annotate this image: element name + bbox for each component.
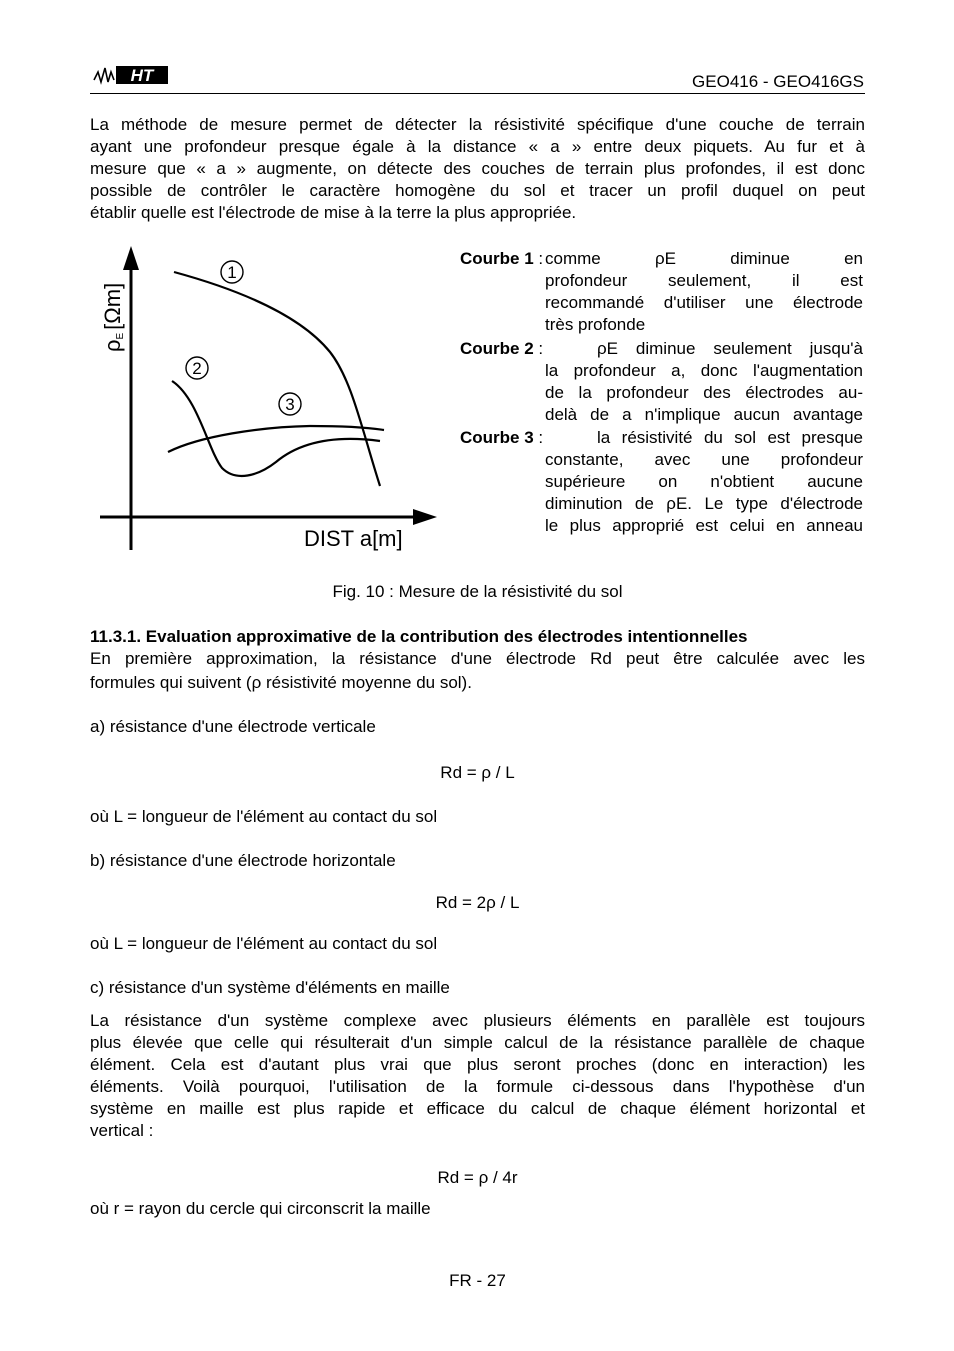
section-intro: En première approximation, la résistance d'une électrode Rd peut être calculée avec les formules qui suivent (ρ résistivité moyenne du sol). (90, 649, 865, 692)
x-axis-arrow (413, 509, 437, 525)
intro-line: établir quelle est l'électrode de mise à la terre la plus appropriée. (90, 203, 577, 222)
intro-paragraph (90, 114, 865, 224)
y-label-rho: ρ (100, 339, 125, 352)
marker-1-label: 1 (227, 263, 237, 282)
curve-1 (174, 272, 380, 486)
model-name: GEO416 - GEO416GS (692, 72, 864, 91)
intro-line: ayant une profondeur presque égale à la distance « a » entre deux piquets. Au fur et à (90, 137, 865, 156)
figure-caption: Fig. 10 : Mesure de la résistivité du sol (332, 582, 623, 601)
page-number: FR - 27 (449, 1271, 506, 1290)
mesh-system-title: c) résistance d'un système d'éléments en maille (90, 978, 450, 997)
marker-3-label: 3 (285, 395, 295, 414)
svg-text:ρE[Ωm] (100, 283, 126, 352)
intro-line: mesure que « a » augmente, on détecte des couches de terrain plus profondes, il est donc (90, 159, 865, 178)
curve-3-description: la résistivité du sol est presque constante, avec une profondeur supérieure on n'obtient aucune diminution de ρE. Le type d'électrode le plus approprié est celui en anneau (545, 428, 863, 535)
ht-logo (92, 62, 172, 88)
curve-3-title: Courbe 3 : (460, 428, 544, 447)
horizontal-electrode-formula: Rd = 2ρ / L (435, 893, 520, 912)
x-axis-label: DIST a[m] (304, 526, 403, 551)
header-divider (90, 93, 865, 94)
resistivity-diagram (90, 240, 450, 560)
mesh-system-note: où r = rayon du cercle qui circonscrit la maille (90, 1199, 431, 1218)
curve-2-title: Courbe 2 : (460, 339, 544, 358)
horizontal-electrode-note: où L = longueur de l'élément au contact du sol (90, 934, 438, 953)
marker-2-label: 2 (192, 359, 202, 378)
logo-text: HT (130, 66, 154, 85)
horizontal-electrode-title: b) résistance d'une électrode horizontale (90, 851, 396, 870)
vertical-electrode-title: a) résistance d'une électrode verticale (90, 717, 376, 736)
mesh-system-formula: Rd = ρ / 4r (437, 1168, 518, 1187)
intro-line: possible de contrôler le caractère homogène du sol et tracer un profil duquel on peut (90, 181, 865, 200)
curve-1-description: comme ρE diminue en profondeur seulement, il est recommandé d'utiliser une électrode très profonde (545, 249, 863, 334)
y-axis-label (100, 283, 126, 352)
section-heading: 11.3.1. Evaluation approximative de la contribution des électrodes intentionnelles (90, 627, 748, 646)
curve-2-description: ρE diminue seulement jusqu'à la profondeur a, donc l'augmentation de la profondeur des électrodes au- delà de a n'implique aucun avantage (545, 339, 863, 424)
y-label-sub: E (115, 332, 126, 340)
vertical-electrode-note: où L = longueur de l'élément au contact du sol (90, 807, 438, 826)
y-label-unit: [Ωm] (100, 282, 125, 330)
mesh-system-paragraph: La résistance d'un système complexe avec plusieurs éléments en parallèle est toujours plus élevée que celle qui résulterait d'un simple calcul de la résistance parallèle de chaque élément. Cela est d'autant plus vrai que plus seront proches (donc en interaction) les éléments. Voilà pourquoi, l'utilisation de la formule ci-dessous dans l'hypothèse d'un système en maille est plus rapide et efficace du calcul de chaque élément horizontal et vertical : (90, 1011, 865, 1140)
y-axis-arrow (123, 246, 139, 270)
vertical-electrode-formula: Rd = ρ / L (440, 763, 515, 782)
intro-line: La méthode de mesure permet de détecter la résistivité spécifique d'une couche de terrain (90, 115, 865, 134)
curve-1-title: Courbe 1 : (460, 249, 544, 268)
